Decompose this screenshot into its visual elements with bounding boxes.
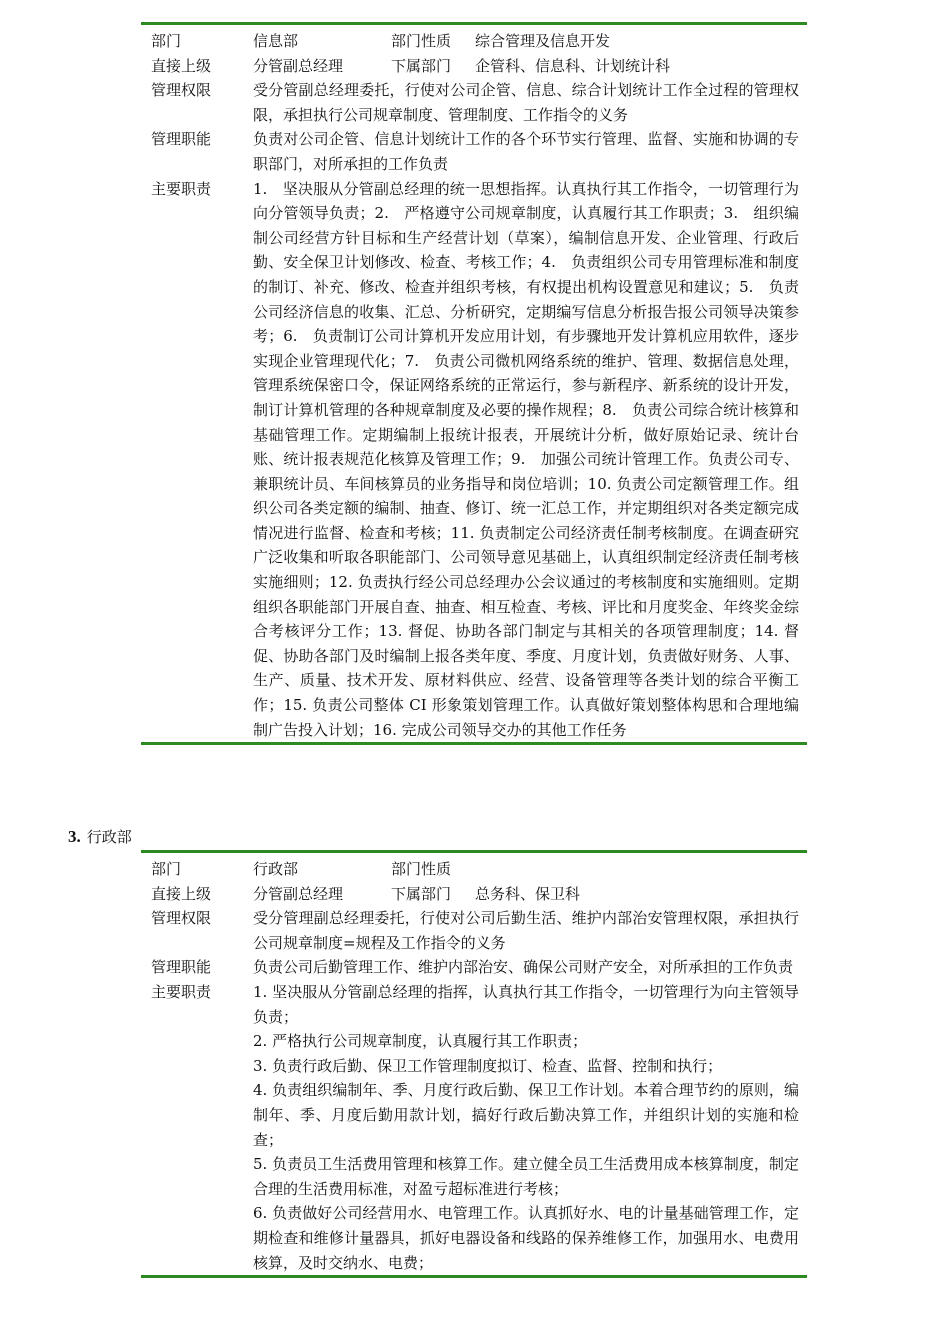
row-authority [141, 78, 807, 127]
label-duties: 主要职责 [151, 179, 212, 198]
duty-item: 1. 坚决服从分管副总经理的指挥，认真执行其工作指令，一切管理行为向主管领导负责； [253, 982, 799, 1026]
value-dept-nature: 综合管理及信息开发 [475, 32, 611, 50]
label-dept: 部门 [151, 860, 182, 878]
value-dept: 行政部 [253, 860, 299, 878]
row-superior [141, 882, 807, 907]
section-heading [68, 826, 132, 847]
row-authority [141, 906, 807, 955]
label-dept-nature: 部门性质 [391, 32, 452, 50]
duty-item: 5. 负责员工生活费用管理和核算工作。建立健全员工生活费用成本核算制度，制定合理的生活费用标准，对盈亏超标准进行考核； [253, 1155, 799, 1198]
section-title: 行政部 [86, 828, 132, 846]
duty-item: 4. 负责组织编制年、季、月度行政后勤、保卫工作计划。本着合理节约的原则，编制年、季、月度后勤用款计划，搞好行政后勤决算工作，并组织计划的实施和检查； [253, 1081, 799, 1149]
label-duties: 主要职责 [151, 982, 212, 1001]
row-duties [141, 980, 807, 1275]
table-info-dept [141, 22, 807, 745]
section-number: 3. [68, 827, 81, 846]
label-function: 管理职能 [151, 958, 212, 977]
bottom-rule [141, 1275, 807, 1278]
value-function: 负责对公司企管、信息计划统计工作的各个环节实行管理、监督、实施和协调的专职部门，对所承担的工作负责 [253, 130, 799, 173]
duty-item: 3. 负责行政后勤、保卫工作管理制度拟订、检查、监督、控制和执行； [253, 1056, 723, 1075]
label-function: 管理职能 [151, 130, 212, 149]
value-subordinate: 企管科、信息科、计划统计科 [475, 56, 671, 75]
label-superior: 直接上级 [151, 884, 212, 903]
value-dept: 信息部 [253, 32, 299, 50]
value-superior: 分管副总经理 [253, 884, 344, 903]
row-function [141, 955, 807, 980]
duties-list [253, 980, 807, 1275]
table-admin-dept [141, 850, 807, 1278]
label-superior: 直接上级 [151, 56, 212, 75]
value-function: 负责公司后勤管理工作、维护内部治安、确保公司财产安全，对所承担的工作负责 [253, 958, 794, 977]
row-dept [141, 29, 807, 54]
row-superior [141, 54, 807, 79]
label-authority: 管理权限 [151, 81, 212, 100]
value-authority: 受分管理副总经理委托，行使对公司后勤生活、维护内部治安管理权限，承担执行公司规章制度=规程及工作指令的义务 [253, 909, 799, 952]
label-subordinate: 下属部门 [391, 56, 452, 75]
value-superior: 分管副总经理 [253, 56, 344, 75]
label-subordinate: 下属部门 [391, 884, 452, 903]
row-function [141, 127, 807, 176]
duty-item: 6. 负责做好公司经营用水、电管理工作。认真抓好水、电的计量基础管理工作，定期检查和维修计量器具，抓好电器设备和线路的保养维修工作，加强用水、电费用核算，及时交纳水、电费； [253, 1204, 799, 1272]
value-authority: 受分管副总经理委托，行使对公司企管、信息、综合计划统计工作全过程的管理权限，承担执行公司规章制度、管理制度、工作指令的义务 [253, 81, 799, 124]
duty-item: 2. 严格执行公司规章制度，认真履行其工作职责； [253, 1032, 588, 1051]
label-dept-nature: 部门性质 [391, 860, 452, 878]
value-duties: 1. 坚决服从分管副总经理的统一思想指挥。认真执行其工作指令，一切管理行为向分管领导负责；2. 严格遵守公司规章制度，认真履行其工作职责；3. 组织编制公司经营方针目标和生产经营计划（草案），编制信息开发、企业管理、行政后勤、安全保卫计划修改、检查、考核工作；4. 负责组织公司专用管理标准和制度的制订、补充、修改、检查并组织考核，有权提出机构设置意见和建议；5. 负责公司经济信息的收集、汇总、分析研究，定期编写信息分析报告报公司领导决策参考；6. 负责制订公司计算机开发应用计划，有步骤地开发计算机应用软件，逐步实现企业管理现代化；7. 负责公司微机网络系统的维护、管理、数据信息处理，管理系统保密口令，保证网络系统的正常运行，参与新程序、新系统的设计开发，制订计算机管理的各种规章制度及必要的操作规程；8. 负责公司综合统计核算和基础管理工作。定期编制上报统计报表，开展统计分析，做好原始记录、统计台账、统计报表规范化核算及管理工作；9. 加强公司统计管理工作。负责公司专、兼职统计员、车间核算员的业务指导和岗位培训；10. 负责公司定额管理工作。组织公司各类定额的编制、抽查、修订、统一汇总工作，并定期组织对各类定额完成情况进行监督、检查和考核；11. 负责制定公司经济责任制考核制度。在调查研究广泛收集和听取各职能部门、公司领导意见基础上，认真组织制定经济责任制考核实施细则；12. 负责执行经公司总经理办公会议通过的考核制度和实施细则。定期组织各职能部门开展自查、抽查、相互检查、考核、评比和月度奖金、年终奖金综合考核评分工作；13. 督促、协助各部门制定与其相关的各项管理制度；14. 督促、协助各部门及时编制上报各类年度、季度、月度计划，负责做好财务、人事、生产、质量、技术开发、原材料供应、经营、设备管理等各类计划的综合平衡工作；15. 负责公司整体 CI 形象策划管理工作。认真做好策划整体构思和合理地编制广告投入计划；16. 完成公司领导交办的其他工作任务 [253, 179, 799, 739]
row-dept [141, 857, 807, 882]
value-subordinate: 总务科、保卫科 [475, 884, 581, 903]
bottom-rule [141, 742, 807, 745]
row-duties [141, 177, 807, 743]
label-dept: 部门 [151, 32, 182, 50]
label-authority: 管理权限 [151, 909, 212, 928]
